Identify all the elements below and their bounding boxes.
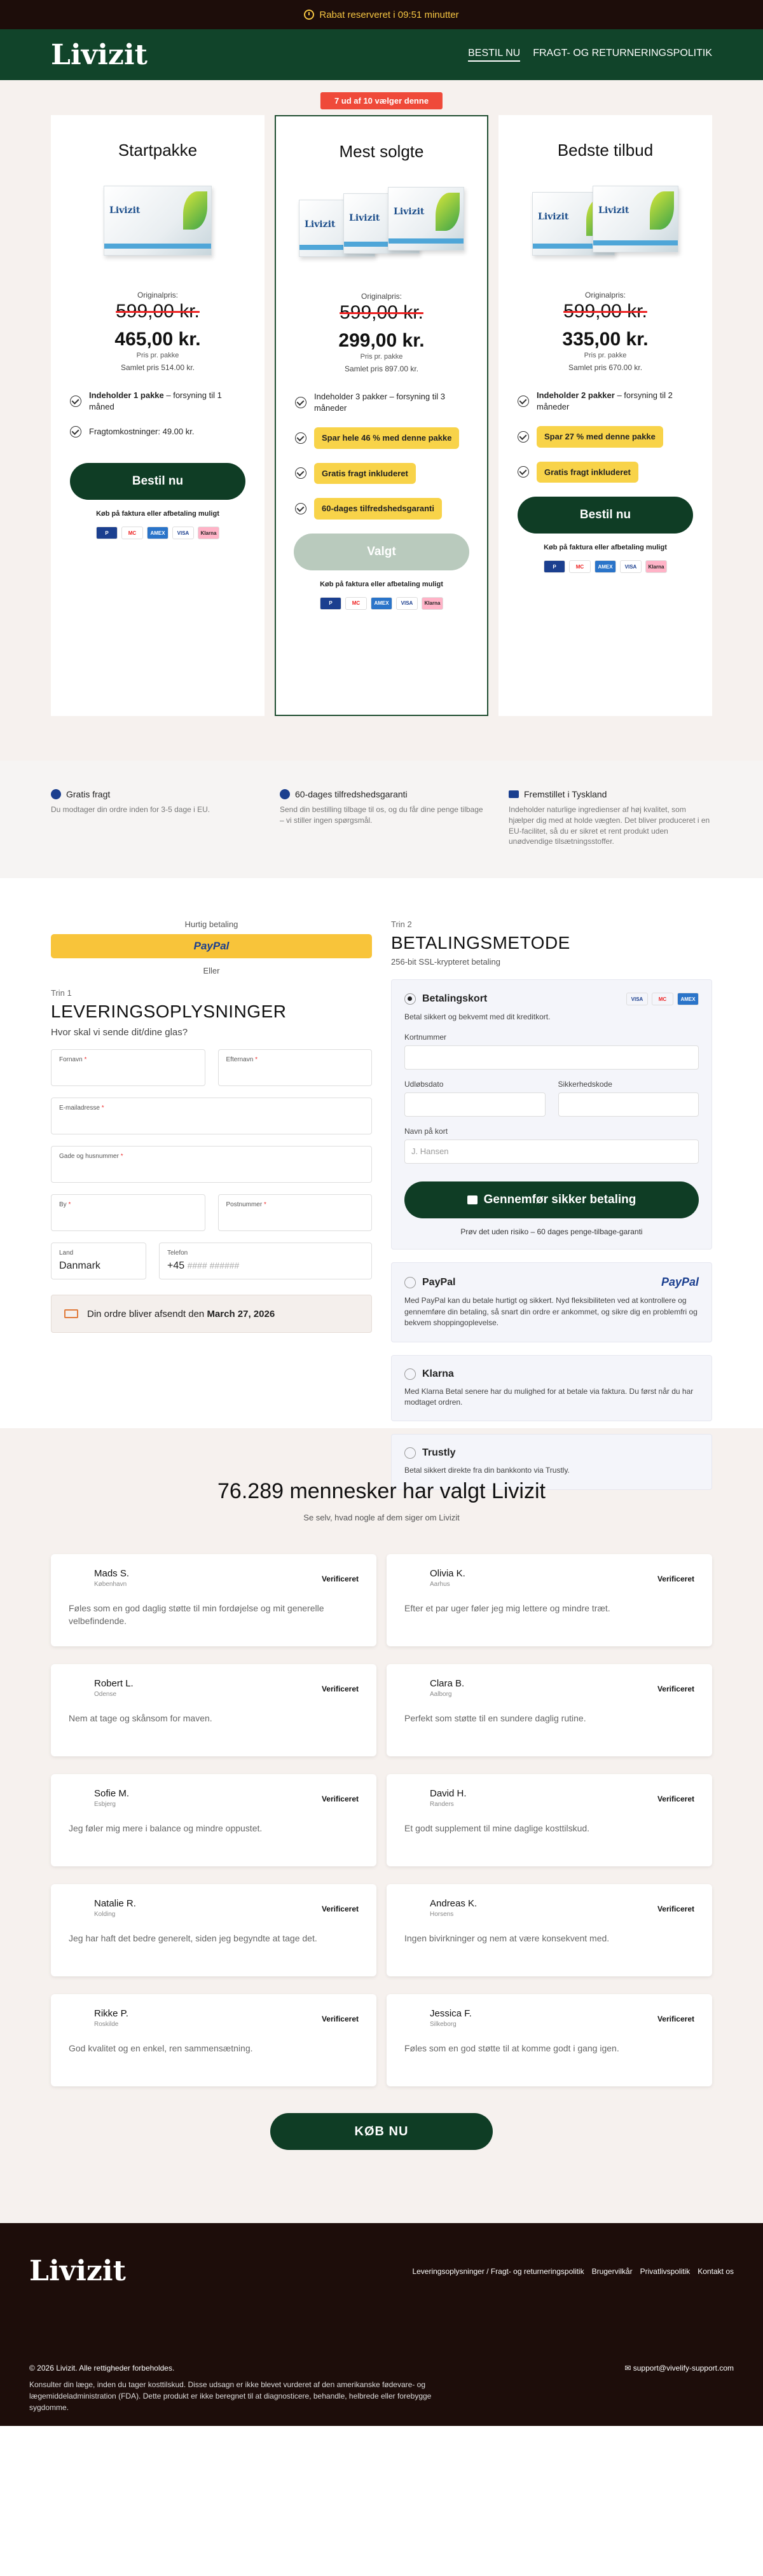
check-icon	[70, 396, 81, 407]
feature-item: Gratis fragt inkluderet	[295, 463, 468, 485]
benefit-free-shipping: Gratis fragt Du modtager din ordre inden for 3-5 dage i EU.	[51, 789, 210, 814]
original-price: 599,00 kr.	[563, 301, 647, 322]
amex-icon: AMEX	[595, 560, 616, 573]
check-icon	[295, 397, 306, 408]
payment-option-trustly[interactable]: Trustly Betal sikkert direkte fra din bankkonto via Trustly.	[391, 1434, 712, 1489]
check-icon	[518, 466, 529, 478]
zip-field[interactable]: Postnummer *	[218, 1194, 373, 1231]
review-card: Natalie R. Kolding Verificeret Jeg har haft det bedre generelt, siden jeg begyndte at tage det.	[51, 1884, 376, 1976]
feature-item: Fragtomkostninger: 49.00 kr.	[70, 426, 245, 437]
payment-icons	[51, 527, 265, 539]
payment-title: BETALINGSMETODE	[391, 933, 570, 953]
payment-note: Køb på faktura eller afbetaling muligt	[96, 510, 219, 518]
site-header	[0, 29, 763, 80]
review-card: Sofie M. Esbjerg Verificeret Jeg føler mig mere i balance og mindre oppustet.	[51, 1774, 376, 1866]
disclaimer: Konsulter din læge, inden du tager kosttilskud. Disse udsagn er ikke blevet vurderet af den amerikanske fødevare- og lægemiddeladministration (FDA). Dette produkt er ikke beregnet til at diagnosticere, behandle, helbrede eller forebygge sygdomme.	[29, 2380, 432, 2412]
dispatch-notice: Din ordre bliver afsendt den March 27, 2026	[51, 1295, 372, 1333]
timer-bar	[0, 0, 763, 29]
buy-now-button[interactable]: KØB NU	[270, 2113, 493, 2150]
check-icon	[295, 503, 306, 514]
feature-item: Indeholder 2 pakker – forsyning til 2 måneder	[518, 390, 693, 412]
radio-unselected[interactable]	[404, 1368, 416, 1380]
visa-icon: VISA	[626, 993, 648, 1005]
first-name-field[interactable]: Fornavn *	[51, 1049, 205, 1086]
country-select[interactable]: Land Danmark	[51, 1243, 146, 1279]
footer-link-terms[interactable]: Brugervilkår	[591, 2266, 633, 2276]
support-email[interactable]: ✉ support@vivelify-support.com	[624, 2364, 734, 2373]
product-image: Livizit	[91, 179, 224, 262]
footer-links	[412, 2267, 734, 2276]
selected-button[interactable]: Valgt	[294, 534, 469, 570]
delivery-column	[51, 920, 372, 1428]
amex-icon: AMEX	[677, 993, 699, 1005]
feature-item: 60-dages tilfredshedsgaranti	[295, 498, 468, 520]
badge-check-icon	[280, 789, 290, 799]
feature-item: Indeholder 3 pakker – forsyning til 3 måneder	[295, 391, 468, 413]
fast-payment-label: Hurtig betaling	[184, 920, 238, 929]
eu-flag-icon	[509, 790, 519, 798]
checkout-section	[0, 878, 763, 1475]
expiry-input[interactable]	[404, 1092, 546, 1117]
lock-icon	[467, 1195, 478, 1204]
nav-order-now[interactable]: BESTIL NU	[468, 48, 520, 62]
mastercard-icon: MC	[569, 560, 591, 573]
delivery-subtitle: Hvor skal vi sende dit/dine glas?	[51, 1027, 188, 1038]
klarna-icon: Klarna	[645, 560, 667, 573]
klarna-icon: Klarna	[422, 597, 443, 610]
pricing-section	[0, 80, 763, 761]
order-button[interactable]: Bestil nu	[518, 497, 693, 534]
last-name-field[interactable]: Efternavn *	[218, 1049, 373, 1086]
paypal-icon: P	[544, 560, 565, 573]
or-divider: Eller	[203, 966, 220, 975]
amex-icon: AMEX	[371, 597, 392, 610]
feature-item: Spar hele 46 % med denne pakke	[295, 427, 468, 449]
reviews-title: 76.289 mennesker har valgt Livizit	[217, 1479, 546, 1503]
feature-item: Gratis fragt inkluderet	[518, 462, 693, 483]
feature-item: Indeholder 1 pakke – forsyning til 1 måned	[70, 390, 245, 412]
payment-note: Køb på faktura eller afbetaling muligt	[320, 580, 443, 588]
check-icon	[518, 396, 529, 407]
product-image: Livizit Livizit Livizit	[299, 181, 464, 263]
step-label: Trin 2	[391, 920, 412, 929]
reviews-subtitle: Se selv, hvad nogle af dem siger om Livizit	[303, 1513, 460, 1522]
paypal-icon: P	[96, 527, 118, 539]
radio-selected[interactable]	[404, 993, 416, 1005]
secure-pay-button[interactable]: Gennemfør sikker betaling	[404, 1181, 699, 1218]
payment-option-card[interactable]: Betalingskort VISA MC AMEX Betal sikkert og bekvemt med dit kreditkort. Kortnummer Udløbsdato Sikkerhedskode Navn på kort J. Hansen Gennemfør sikker betaling Prøv det uden risiko – 60 dages penge-tilbage-garanti	[391, 979, 712, 1250]
original-price: 599,00 kr.	[340, 302, 423, 323]
nav-shipping-returns[interactable]: FRAGT- OG RETURNERINGSPOLITIK	[533, 48, 712, 59]
reviews-section	[0, 1428, 763, 2223]
reviews-grid	[51, 1554, 712, 2086]
benefit-guarantee: 60-dages tilfredshedsgaranti Send din bestilling tilbage til os, og du får dine penge tilbage – vi stiller ingen spørgsmål.	[280, 789, 483, 825]
footer-link-privacy[interactable]: Privatlivspolitik	[640, 2266, 691, 2276]
timer-text: Rabat reserveret i 09:51 minutter	[319, 9, 459, 20]
card-title: Bedste tilbud	[557, 141, 654, 160]
feature-item: Spar 27 % med denne pakke	[518, 426, 693, 448]
original-price-label: Originalpris:	[137, 291, 179, 300]
per-pack-label: Pris pr. pakke	[584, 352, 627, 359]
clock-icon	[304, 10, 314, 20]
klarna-icon: Klarna	[198, 527, 219, 539]
mastercard-icon: MC	[121, 527, 143, 539]
truck-icon	[64, 1309, 78, 1318]
mastercard-icon: MC	[652, 993, 673, 1005]
benefits-bar	[0, 761, 763, 878]
card-title: Mest solgte	[339, 142, 424, 161]
price: 465,00 kr.	[114, 329, 201, 350]
payment-icons	[498, 560, 712, 573]
total-price: Samlet pris 514.00 kr.	[120, 363, 195, 372]
review-card: Mads S. København Verificeret Føles som en god daglig støtte til min fordøjelse og mit generelle velbefindende.	[51, 1554, 376, 1646]
step-label: Trin 1	[51, 988, 72, 998]
review-card: Clara B. Aalborg Verificeret Perfekt som støtte til en sundere daglig rutine.	[387, 1664, 712, 1756]
benefit-made-in-germany: Fremstillet i Tyskland Indeholder naturlige ingredienser af høj kvalitet, som hjælper dig med at holde vægten. Det bliver produceret i en EU-facilitet, så du er sikret et rent produkt uden unødvendige tilsætningsstoffer.	[509, 789, 710, 846]
visa-icon: VISA	[172, 527, 194, 539]
ssl-note: 256-bit SSL-krypteret betaling	[391, 957, 500, 967]
per-pack-label: Pris pr. pakke	[136, 352, 179, 359]
card-number-input[interactable]	[404, 1045, 699, 1070]
original-price-label: Originalpris:	[584, 291, 626, 300]
main-nav	[468, 48, 712, 62]
per-pack-label: Pris pr. pakke	[360, 353, 403, 361]
review-card: Olivia K. Aarhus Verificeret Efter et par uger føler jeg mig lettere og mindre træt.	[387, 1554, 712, 1646]
review-card: Rikke P. Roskilde Verificeret God kvalitet og en enkel, ren sammensætning.	[51, 1994, 376, 2086]
payment-option-klarna[interactable]: Klarna Med Klarna Betal senere har du mulighed for at betale via faktura. Du først når du har modtaget ordren.	[391, 1355, 712, 1422]
original-price: 599,00 kr.	[116, 301, 200, 322]
total-price: Samlet pris 897.00 kr.	[344, 364, 419, 373]
visa-icon: VISA	[396, 597, 418, 610]
check-icon	[295, 432, 306, 444]
review-card: Andreas K. Horsens Verificeret Ingen bivirkninger og nem at være konsekvent med.	[387, 1884, 712, 1976]
delivery-title: LEVERINGSOPLYSNINGER	[51, 1002, 287, 1021]
card-number-label: Kortnummer	[404, 1033, 447, 1042]
check-icon	[518, 431, 529, 443]
email-field[interactable]: E-mailadresse *	[51, 1098, 372, 1134]
amex-icon: AMEX	[147, 527, 168, 539]
total-price: Samlet pris 670.00 kr.	[568, 363, 643, 372]
review-card: Robert L. Odense Verificeret Nem at tage og skånsom for maven.	[51, 1664, 376, 1756]
footer-link-contact[interactable]: Kontakt os	[698, 2266, 734, 2276]
package-card-starter[interactable]	[51, 115, 265, 716]
cvc-input[interactable]	[558, 1092, 699, 1117]
check-icon	[70, 426, 81, 437]
payment-icons	[276, 597, 487, 610]
package-card-best-offer[interactable]	[498, 115, 712, 716]
price: 335,00 kr.	[562, 329, 649, 350]
street-field[interactable]: Gade og husnummer *	[51, 1146, 372, 1183]
card-title: Startpakke	[118, 141, 198, 160]
review-card: David H. Randers Verificeret Et godt supplement til mine daglige kosttilskud.	[387, 1774, 712, 1866]
city-field[interactable]: By *	[51, 1194, 205, 1231]
payment-note: Køb på faktura eller afbetaling muligt	[544, 544, 667, 552]
payment-column	[391, 920, 712, 1475]
product-image: Livizit Livizit	[532, 179, 678, 262]
check-icon	[295, 467, 306, 479]
paypal-express-button[interactable]: PayPal	[51, 934, 372, 958]
copyright: © 2026 Livizit. Alle rettigheder forbeholdes.	[29, 2364, 175, 2373]
original-price-label: Originalpris:	[361, 292, 402, 301]
payment-option-paypal[interactable]: PayPal PayPal Med PayPal kan du betale hurtigt og sikkert. Nyd fleksibiliteten ved at kontrollere og gennemføre din betaling, så snart din ordre er ankommet, og sikre dig en problemfri og bekvem shoppingoplevelse.	[391, 1262, 712, 1342]
visa-icon: VISA	[620, 560, 642, 573]
card-name-input[interactable]: J. Hansen	[404, 1140, 699, 1164]
package-card-bestseller[interactable]	[275, 96, 488, 716]
phone-field[interactable]: Telefon +45 #### ######	[159, 1243, 372, 1279]
radio-unselected[interactable]	[404, 1447, 416, 1459]
popular-ribbon: 7 ud af 10 vælger denne	[320, 92, 443, 109]
radio-unselected[interactable]	[404, 1277, 416, 1288]
paypal-logo: PayPal	[661, 1276, 699, 1289]
mastercard-icon: MC	[345, 597, 367, 610]
footer-logo[interactable]: Livizit	[29, 2255, 126, 2287]
globe-icon	[51, 789, 61, 799]
footer-link-shipping[interactable]: Leveringsoplysninger / Fragt- og returneringspolitik	[412, 2266, 584, 2276]
paypal-icon: P	[320, 597, 341, 610]
review-card: Jessica F. Silkeborg Verificeret Føles som en god støtte til at komme godt i gang igen.	[387, 1994, 712, 2086]
site-footer	[0, 2223, 763, 2426]
price: 299,00 kr.	[338, 330, 425, 351]
order-button[interactable]: Bestil nu	[70, 463, 245, 500]
logo[interactable]: Livizit	[51, 38, 148, 71]
